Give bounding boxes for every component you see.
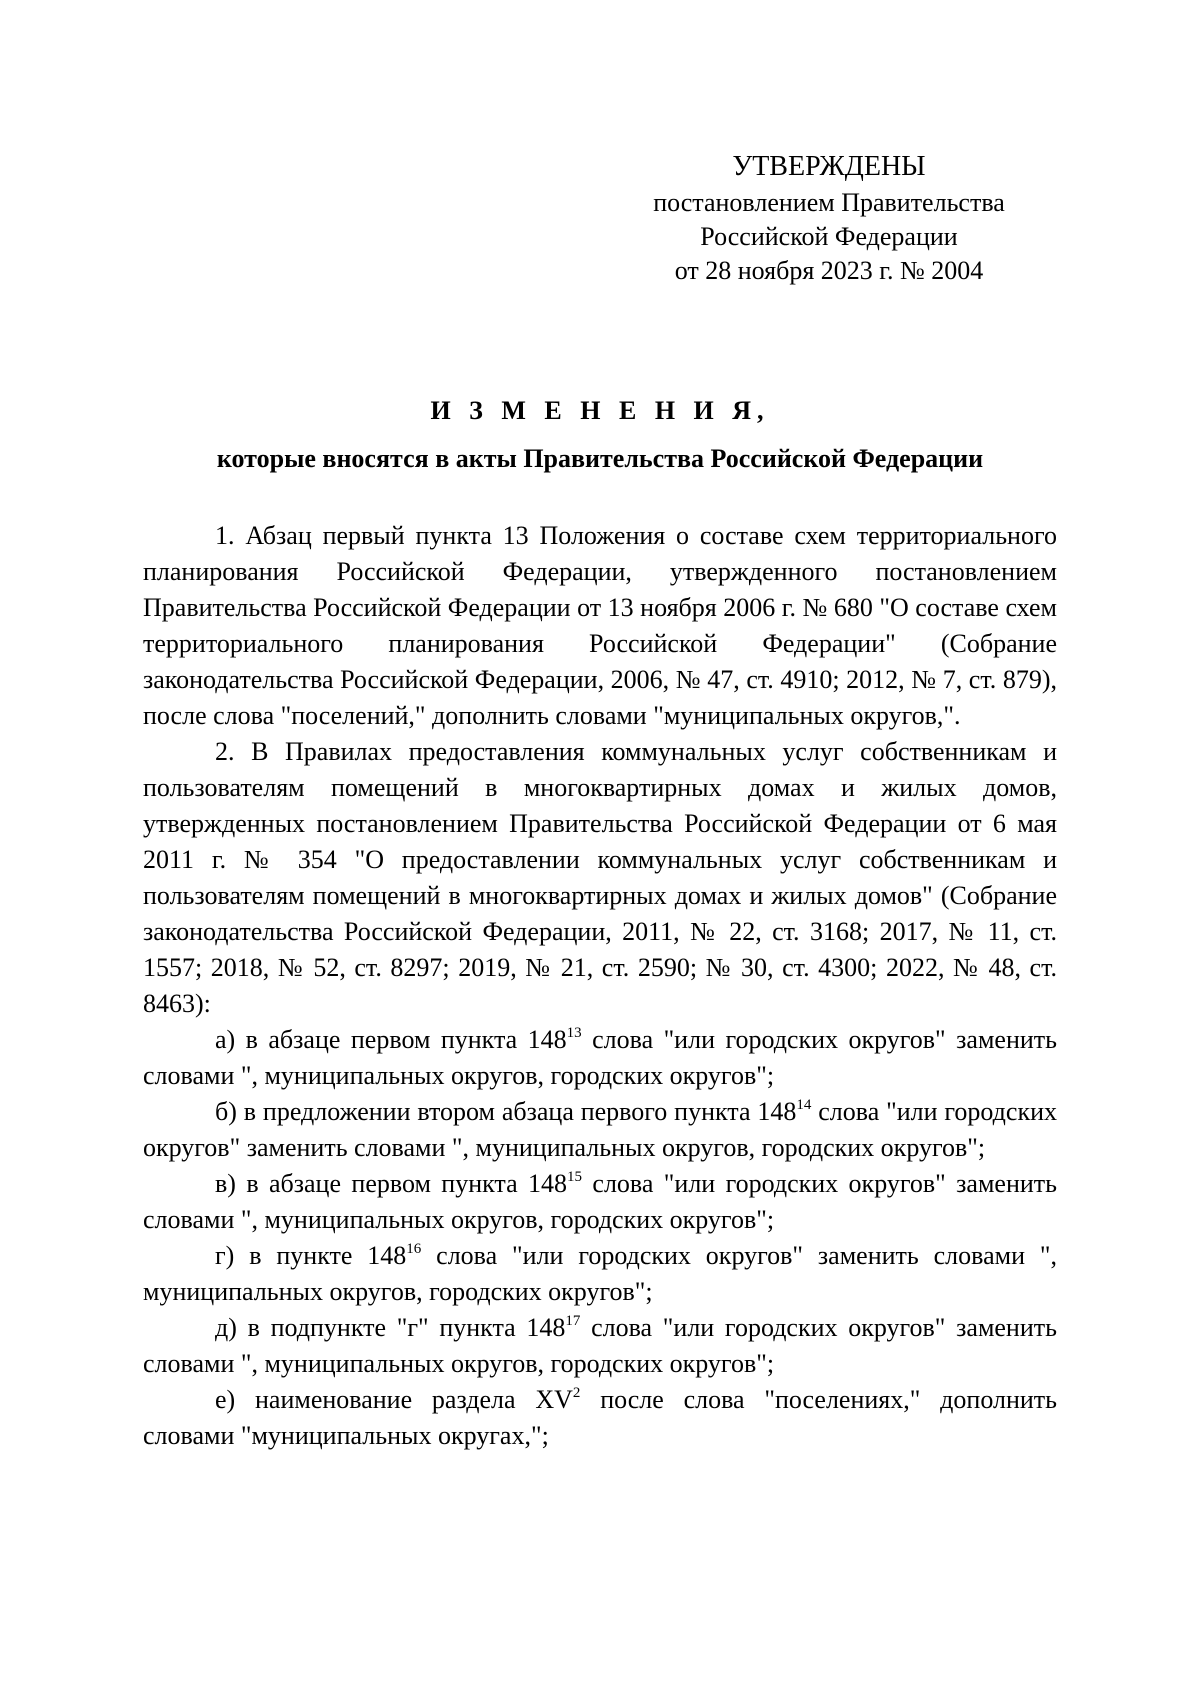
subparagraph-e-text-end: после слова "поселениях," дополнить словами "муниципальных округах,";: [143, 1385, 1057, 1450]
paragraph-2: 2. В Правилах предоставления коммунальных услуг собственникам и пользователям помещений в многоквартирных домах и жилых домов, утвержденных постановлением Правительства Российской Федерации от 6 мая 2011 г. № 354 "О предоставлении коммунальных услуг собственникам и пользователям помещений в многоквартирных домах и жилых домов" (Собрание законодательства Российской Федерации, 2011, № 22, ст. 3168; 2017, № 11, ст. 1557; 2018, № 52, ст. 8297; 2019, № 21, ст. 2590; № 30, ст. 4300; 2022, № 48, ст. 8463):: [143, 737, 1057, 1018]
subparagraph-e: [143, 1382, 1057, 1454]
subparagraph-a: [143, 1022, 1057, 1094]
document-title: И З М Е Н Е Н И Я,: [430, 396, 770, 425]
subparagraph-a-superscript: 13: [566, 1025, 582, 1041]
subparagraph-d-superscript: 17: [565, 1313, 581, 1329]
subparagraph-a-text: а) в абзаце первом пункта 148: [215, 1025, 567, 1054]
approval-date-number: от 28 ноября 2023 г. № 2004: [674, 256, 984, 285]
subparagraph-g-superscript: 16: [406, 1241, 422, 1257]
document-subtitle: которые вносятся в акты Правительства Российской Федерации: [216, 444, 984, 473]
subparagraph-v-superscript: 15: [567, 1169, 583, 1185]
subparagraph-e-superscript: 2: [572, 1385, 581, 1401]
subparagraph-e-text: е) наименование раздела XV: [215, 1385, 573, 1414]
approval-stamp: [620, 148, 1038, 288]
subparagraph-v-text: в) в абзаце первом пункта 148: [215, 1169, 568, 1198]
subparagraph-d: [143, 1310, 1057, 1382]
approval-line-1: постановлением Правительства: [653, 188, 1005, 217]
subparagraph-b-text-end: слова "или городских округов" заменить словами ", муниципальных округов, городских округов";: [143, 1097, 1057, 1162]
subparagraph-d-text-end: слова "или городских округов" заменить словами ", муниципальных округов, городских округов";: [143, 1313, 1057, 1378]
title-block: [140, 394, 1060, 476]
subparagraph-v-text-end: слова "или городских округов" заменить словами ", муниципальных округов, городских округов";: [143, 1169, 1057, 1234]
subparagraph-g-text-end: слова "или городских округов" заменить словами ", муниципальных округов, городских округов";: [143, 1241, 1057, 1306]
subparagraph-g-text: г) в пункте 148: [215, 1241, 407, 1270]
approved-heading: УТВЕРЖДЕНЫ: [732, 151, 926, 182]
subparagraph-g: [143, 1238, 1057, 1310]
subparagraph-b-superscript: 14: [796, 1097, 812, 1113]
approval-line-2: Российской Федерации: [700, 222, 958, 251]
subparagraph-v: [143, 1166, 1057, 1238]
subparagraph-a-text-end: слова "или городских округов" заменить словами ", муниципальных округов, городских округов";: [143, 1025, 1057, 1090]
paragraph-1: 1. Абзац первый пункта 13 Положения о составе схем территориального планирования Российской Федерации, утвержденного постановлением Правительства Российской Федерации от 13 ноября 2006 г. № 680 "О составе схем территориального планирования Российской Федерации" (Собрание законодательства Российской Федерации, 2006, № 47, ст. 4910; 2012, № 7, ст. 879), после слова "поселений," дополнить словами "муниципальных округов,".: [143, 521, 1057, 730]
document-body: [143, 518, 1057, 1454]
subparagraph-b: [143, 1094, 1057, 1166]
subparagraph-b-text: б) в предложении втором абзаца первого пункта 148: [215, 1097, 797, 1126]
subparagraph-d-text: д) в подпункте "г" пункта 148: [215, 1313, 566, 1342]
